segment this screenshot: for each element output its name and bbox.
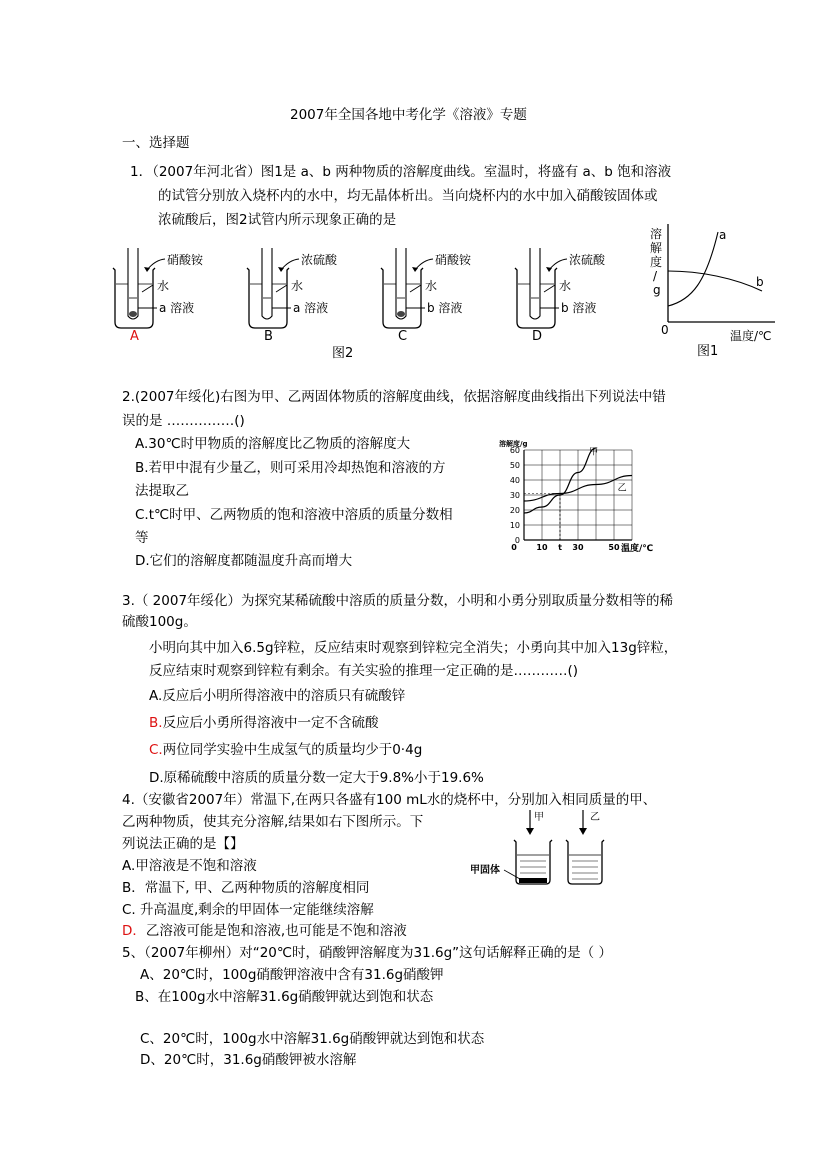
fig1-label-b: b: [756, 275, 764, 289]
added-substance-label: 浓硫酸: [301, 253, 338, 267]
crystal: [129, 311, 137, 317]
x-tick-label: 30: [572, 543, 584, 552]
series-label: 甲: [589, 447, 599, 458]
x-tick-label: t: [558, 543, 562, 552]
fig1-origin: 0: [661, 323, 669, 337]
fig1-ylabel-char: 溶: [650, 227, 663, 241]
q3-option-b: [149, 713, 379, 733]
fig1-xlabel: 温度/℃: [730, 329, 772, 343]
q3-option-a: A.反应后小明所得溶液中的溶质只有硫酸锌: [149, 688, 406, 704]
fig1-label-a: a: [719, 228, 727, 242]
test-tube: [262, 248, 272, 319]
page-title: 2007年全国各地中考化学《溶液》专题: [290, 107, 527, 123]
added-substance-label: 浓硫酸: [569, 253, 606, 267]
water-label: 水: [559, 279, 572, 293]
water-label: 水: [157, 279, 170, 293]
solution-label: b 溶液: [561, 301, 597, 315]
q2-option-b1: B.若甲中混有少量乙，则可采用冷却热饱和溶液的方: [135, 460, 446, 476]
beaker-C: [381, 248, 472, 344]
q2-line1: 2.(2007年绥化)右图为甲、乙两固体物质的溶解度曲线，依据溶解度曲线指出下列说法中错: [122, 389, 666, 405]
test-tube: [530, 248, 540, 319]
q2-option-c1: C.t℃时甲、乙两物质的饱和溶液中溶质的质量分数相: [135, 507, 453, 523]
y-tick-label: 0: [514, 536, 520, 545]
fig1-ylabel-char: 解: [650, 241, 663, 255]
added-substance-label: 硝酸铵: [167, 253, 204, 267]
test-tube: [396, 248, 406, 319]
y-tick-label: 10: [509, 521, 520, 530]
beaker-B: [247, 248, 338, 344]
solution-label: b 溶液: [427, 301, 463, 315]
fig2-caption: 图2: [332, 346, 354, 361]
q4-option-d-text: 乙溶液可能是饱和溶液,也可能是不饱和溶液: [145, 923, 407, 939]
figure-2: [95, 240, 615, 365]
pointer-water: [410, 285, 421, 292]
q4-label-yi: 乙: [590, 812, 600, 823]
q4-arrowhead-jia: [526, 828, 534, 835]
beaker-letter: B: [264, 329, 273, 344]
q4-beaker-figure: [468, 808, 628, 888]
fig1-curve-a: [668, 232, 718, 306]
q1-line2: 的试管分别放入烧杯内的水中，均无晶体析出。当向烧杯内的水中加入硝酸铵固体或: [158, 188, 658, 204]
y-tick-label: 20: [509, 506, 520, 515]
q5-line1: 5、（2007年柳州）对“20℃时，硝酸钾溶解度为31.6g”这句话解释正确的是（ ）: [122, 945, 612, 961]
fig1-ylabel-char: g: [653, 283, 661, 297]
q4-option-c: C. 升高温度,剩余的甲固体一定能继续溶解: [122, 902, 374, 918]
beaker-D: [515, 248, 606, 344]
q2-solubility-chart: [497, 436, 662, 556]
fig1-ylabel-char: 度: [650, 255, 663, 269]
x-tick-label: 50: [608, 543, 620, 552]
q5-option-a: A、20℃时，100g硝酸钾溶液中含有31.6g硝酸钾: [140, 967, 444, 983]
x-tick-label: 10: [536, 543, 548, 552]
y-tick-label: 50: [509, 461, 520, 470]
pointer-water: [544, 285, 555, 292]
q4-line3: 列说法正确的是【】: [122, 836, 244, 852]
q3-line1: 3.（ 2007年绥化）为探究某稀硫酸中溶质的质量分数，小明和小勇分别取质量分数相等的稀: [122, 593, 674, 609]
section-heading: 一、选择题: [122, 135, 190, 151]
q4-beaker-jia: [514, 840, 552, 884]
q3-option-c: [149, 740, 422, 760]
q5-option-b: B、在100g水中溶解31.6g硝酸钾就达到饱和状态: [135, 989, 434, 1005]
beaker-A: [113, 248, 204, 344]
q1-line1: 1．（2007年河北省）图1是 a、b 两种物质的溶解度曲线。室温时，将盛有 a、b 饱和溶液: [130, 164, 672, 180]
fig1-caption: 图1: [697, 344, 719, 359]
beaker-letter: A: [130, 329, 139, 344]
beaker-letter: C: [398, 329, 408, 344]
q2-option-b2: 法提取乙: [135, 483, 189, 499]
q4-beaker-yi: [566, 840, 604, 884]
x-tick-label: 0: [511, 543, 517, 552]
solution-label: a 溶液: [159, 301, 195, 315]
fig1-curve-b: [668, 271, 762, 291]
q4-label-jia: 甲: [534, 812, 544, 823]
y-tick-label: 40: [509, 476, 520, 485]
test-tube: [128, 248, 138, 319]
chart-xlabel: 温度/℃: [621, 544, 654, 554]
q3-option-d: D.原稀硫酸中溶质的质量分数一定大于9.8%小于19.6%: [149, 770, 484, 786]
q5-option-d: D、20℃时，31.6g硝酸钾被水溶解: [140, 1052, 357, 1068]
q4-solid-pointer: [504, 870, 520, 879]
q4-line1: 4.（安徽省2007年）常温下,在两只各盛有100 mL水的烧杯中，分别加入相同质量的甲、: [122, 792, 657, 808]
q3-option-c-text: 两位同学实验中生成氢气的质量均少于0·4g: [162, 742, 423, 758]
crystal: [397, 311, 405, 317]
q5-option-c: C、20℃时，100g水中溶解31.6g硝酸钾就达到饱和状态: [140, 1031, 485, 1047]
q1-line3: 浓硫酸后，图2试管内所示现象正确的是: [158, 212, 397, 228]
figure-1: [640, 222, 780, 362]
beaker-letter: D: [532, 329, 543, 344]
solution-label: a 溶液: [293, 301, 329, 315]
q4-solid-label: 甲固体: [470, 865, 500, 876]
q4-option-a: A.甲溶液是不饱和溶液: [122, 858, 257, 874]
pointer-water: [276, 285, 287, 292]
q3-option-b-letter: B.: [149, 715, 163, 731]
chart-ylabel: 溶解度/g: [499, 440, 528, 448]
fig1-ylabel-char: /: [653, 269, 658, 283]
water-label: 水: [425, 279, 438, 293]
q3-line3: 小明向其中加入6.5g锌粒，反应结束时观察到锌粒完全消失；小勇向其中加入13g锌粒，: [149, 640, 678, 656]
q4-solid-jia: [519, 878, 547, 883]
y-tick-label: 30: [509, 491, 520, 500]
q2-line2: 误的是 ……………(): [122, 413, 245, 429]
fig1-ylabel: [650, 226, 662, 297]
q3-option-b-text: 反应后小勇所得溶液中一定不含硫酸: [162, 715, 379, 731]
y-tick-label: 60: [509, 446, 520, 455]
added-substance-label: 硝酸铵: [435, 253, 472, 267]
q2-option-c2: 等: [135, 530, 149, 546]
pointer-water: [142, 285, 153, 292]
q3-line4: 反应结束时观察到锌粒有剩余。有关实验的推理一定正确的是…………(): [149, 663, 579, 679]
q4-line2: 乙两种物质，使其充分溶解,结果如右下图所示。下: [122, 814, 424, 830]
q2-option-a: A.30℃时甲物质的溶解度比乙物质的溶解度大: [135, 436, 411, 452]
q4-arrowhead-yi: [579, 828, 587, 835]
q4-option-b: B．常温下, 甲、乙两种物质的溶解度相同: [122, 880, 370, 896]
q3-option-c-letter: C.: [149, 742, 163, 758]
q2-option-d: D.它们的溶解度都随温度升高而增大: [135, 553, 353, 569]
q4-option-d-letter: D．: [122, 923, 146, 939]
q3-line2: 硫酸100g。: [122, 614, 197, 630]
water-label: 水: [291, 279, 304, 293]
q4-option-d: [122, 921, 407, 941]
series-label: 乙: [617, 483, 627, 494]
